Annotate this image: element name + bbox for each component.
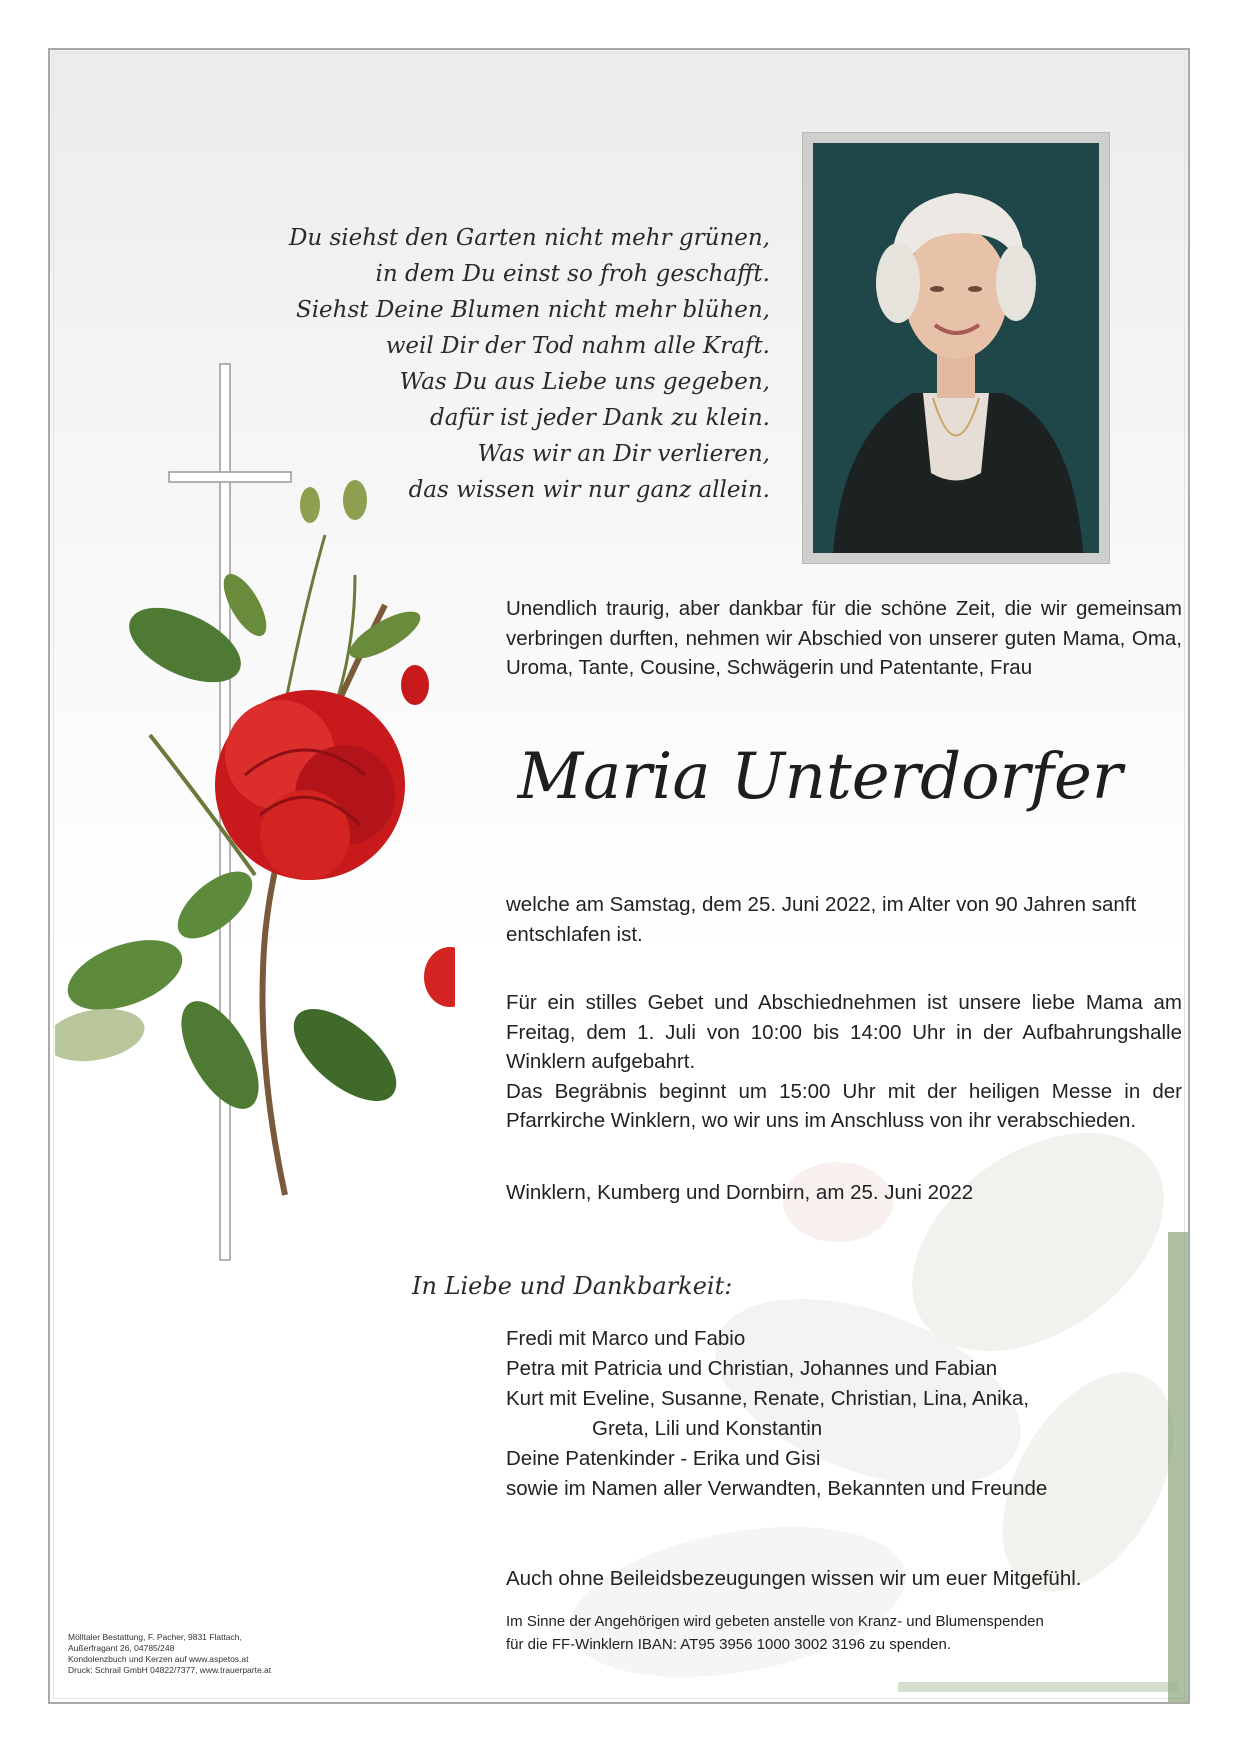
poem-line: weil Dir der Tod nahm alle Kraft. <box>385 333 770 359</box>
mourner-line: sowie im Namen aller Verwandten, Bekannten und Freunde <box>506 1477 1048 1500</box>
obituary-card <box>48 48 1190 1704</box>
imprint-line: Druck: Schrail GmbH 04822/7377, www.trauerparte.at <box>68 1665 272 1675</box>
condolence-note: Auch ohne Beileidsbezeugungen wissen wir um euer Mitgefühl. <box>506 1567 1082 1590</box>
viewing-text: Für ein stilles Gebet und Abschiednehmen ist unsere liebe Mama am Freitag, dem 1. Juli von 10:00 bis 14:00 Uhr in der Aufbahrungshalle Winklern aufgebahrt. <box>506 991 1182 1073</box>
donation-notice <box>506 1610 1186 1656</box>
mourner-line: Kurt mit Eveline, Susanne, Renate, Christian, Lina, Anika, <box>506 1387 1030 1410</box>
poem-line: in dem Du einst so froh geschafft. <box>375 261 770 287</box>
poem-line: Was Du aus Liebe uns gegeben, <box>399 369 770 395</box>
donation-line: Im Sinne der Angehörigen wird gebeten anstelle von Kranz- und Blumenspenden <box>506 1613 1044 1630</box>
donation-line: für die FF-Winklern IBAN: AT95 3956 1000 3002 3196 zu spenden. <box>506 1636 951 1653</box>
poem-line: Was wir an Dir verlieren, <box>477 441 770 467</box>
portrait-photo <box>813 143 1099 553</box>
portrait-frame <box>802 132 1110 564</box>
poem-line: dafür ist jeder Dank zu klein. <box>429 405 770 431</box>
mourners-title: In Liebe und Dankbarkeit: <box>412 1272 733 1300</box>
red-rose-illustration <box>55 455 455 1215</box>
death-notice: welche am Samstag, dem 25. Juni 2022, im Alter von 90 Jahren sanft entschlafen ist. <box>506 893 1137 946</box>
place-date: Winklern, Kumberg und Dornbirn, am 25. Juni 2022 <box>506 1181 974 1204</box>
intro-text: Unendlich traurig, aber dankbar für die schöne Zeit, die wir gemeinsam verbringen durften, nehmen wir Abschied von unserer guten Mama, Oma, Uroma, Tante, Cousine, Schwägerin und Patentante, Frau <box>506 597 1182 679</box>
imprint-line: Kondolenzbuch und Kerzen auf www.aspetos.at <box>68 1654 249 1664</box>
funeral-text: Das Begräbnis beginnt um 15:00 Uhr mit der heiligen Messe in der Pfarrkirche Winklern, wo wir uns im Anschluss von ihr verabschieden. <box>506 1079 1182 1132</box>
poem-line: Du siehst den Garten nicht mehr grünen, <box>288 225 770 251</box>
mourner-line: Petra mit Patricia und Christian, Johannes und Fabian <box>506 1357 998 1380</box>
mourners-list <box>506 1324 1182 1504</box>
poem-line: Siehst Deine Blumen nicht mehr blühen, <box>295 297 770 323</box>
poem-line: das wissen wir nur ganz allein. <box>408 477 770 503</box>
imprint-line: Mölltaler Bestattung, F. Pacher, 9831 Flattach, <box>68 1632 242 1642</box>
deceased-name: Maria Unterdorfer <box>517 740 1123 814</box>
service-details <box>506 988 1182 1136</box>
mourner-line: Deine Patenkinder - Erika und Gisi <box>506 1447 821 1470</box>
imprint-line: Außerfragant 26, 04785/248 <box>68 1643 175 1653</box>
mourner-line: Greta, Lili und Konstantin <box>592 1417 823 1440</box>
imprint <box>68 1632 328 1676</box>
mourner-line: Fredi mit Marco und Fabio <box>506 1327 746 1350</box>
